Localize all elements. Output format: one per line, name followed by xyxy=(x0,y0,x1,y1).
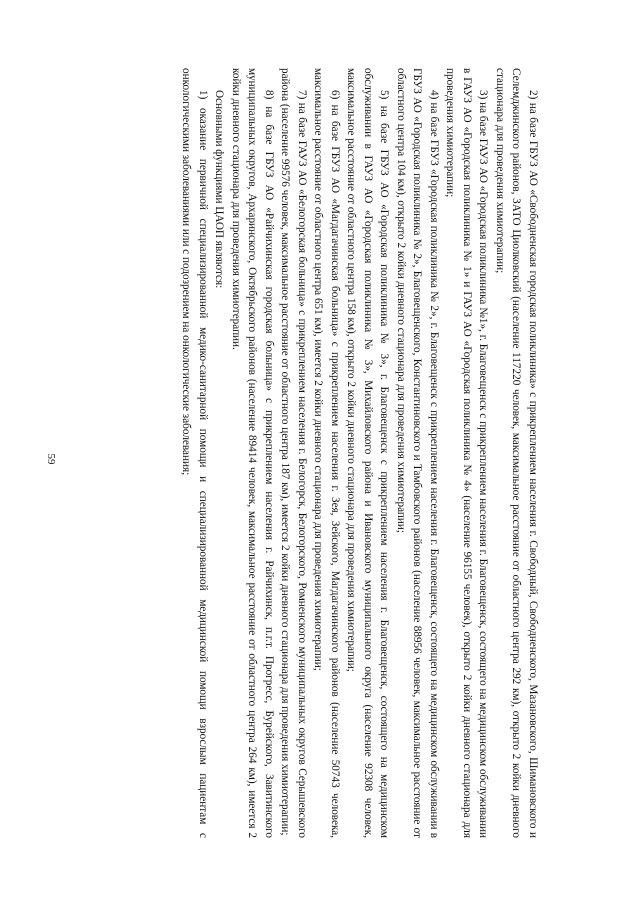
functions-heading: Основными функциями ЦАОП являются: xyxy=(213,90,226,289)
function-item-1: 1) оказание первичной специализированной медико-санитарной помощи и специализированной медицинской помощи взрослым пациентам с онкологическими заболеваниями или с подозрением на онкологические заболевания; xyxy=(180,68,209,838)
page-number: 59 xyxy=(45,453,57,465)
paragraph-item-6: 6) на базе ГБУЗ АО «Магдагачинская больница» с прикреплением населения г. Зея, Зейского, Магдагачинского районов (население 50743 человека, максимальное расстояние от областного центра 651 км), имеется 2 койки дневного стационара для проведения химиотерапии; xyxy=(312,68,341,838)
paragraph-item-4: 4) на базе ГБУЗ «Городская поликлиника № 2», г. Благовещенск с прикреплением населения г. Благовещенск, состоящего на медицинском обслуживании в ГБУЗ АО «Городская поликлиника № 2», Благовещенского, Константиновского и Тамбовского районов (население 88956 человек, максимальное расстояние от областного центра 104 км), открыто 2 койки дневного стационара для проведения химиотерапии; xyxy=(395,68,440,838)
paragraph-item-2: 2) на базе ГБУЗ АО «Свободненская городская поликлиника» с прикреплением населения г. Свободный, Свободненского, Мазановского, Шимановского и Селемджинского районов, ЗАТО Циолковский (население 117220 человек, максимальное расстояние от областного центра 292 км), открыто 2 койки дневного стационара для проведения химиотерапии; xyxy=(494,68,539,838)
document-body xyxy=(101,68,541,838)
paragraph-item-5: 5) на базе ГБУЗ АО «Городская поликлиника № 3», г. Благовещенск с прикреплением населения г. Благовещенск, состоящего на медицинском обслуживании в ГАУЗ АО «Городская поликлиника № 3», Михайловского района и Ивановского муниципального округа (население 92308 человек, максимальное расстояние от областного центра 158 км), открыто 2 койки дневного стационара для проведения химиотерапии; xyxy=(345,68,391,838)
paragraph-item-8: 8) на базе ГБУЗ АО «Райчихинская городская больница» с прикреплением населения г. Райчихинск, п.г.т. Прогресс, Бурейского, Завитинского муниципальных округов, Архаринского, Октябрьского районов (население 89414 человек, максимальное расстояние от областного центра 264 км), имеется 2 койки дневного стационара для проведения химиотерапии. xyxy=(230,68,275,838)
paragraph-item-7: 7) на базе ГАУЗ АО «Белогорская больница» с прикреплением населения г. Белогорск, Белогорского, Ромненского муниципальных округов Серышевского района (население 99576 человек, максимальное расстояние от областного центра 187 км), имеется 2 койки дневного стационара для проведения химиотерапии; xyxy=(279,68,308,838)
paragraph-item-3: 3) на базе ГАУЗ АО «Городская поликлиника №1», г. Благовещенск с прикреплением населения г. Благовещенск, состоящего на медицинском обслуживании в ГАУЗ АО «Городская поликлиника № 1» и ГАУЗ АО «Городская поликлиника № 4» (население 96155 человек), открыто 2 койки дневного стационара для проведения химиотерапии; xyxy=(444,68,490,838)
